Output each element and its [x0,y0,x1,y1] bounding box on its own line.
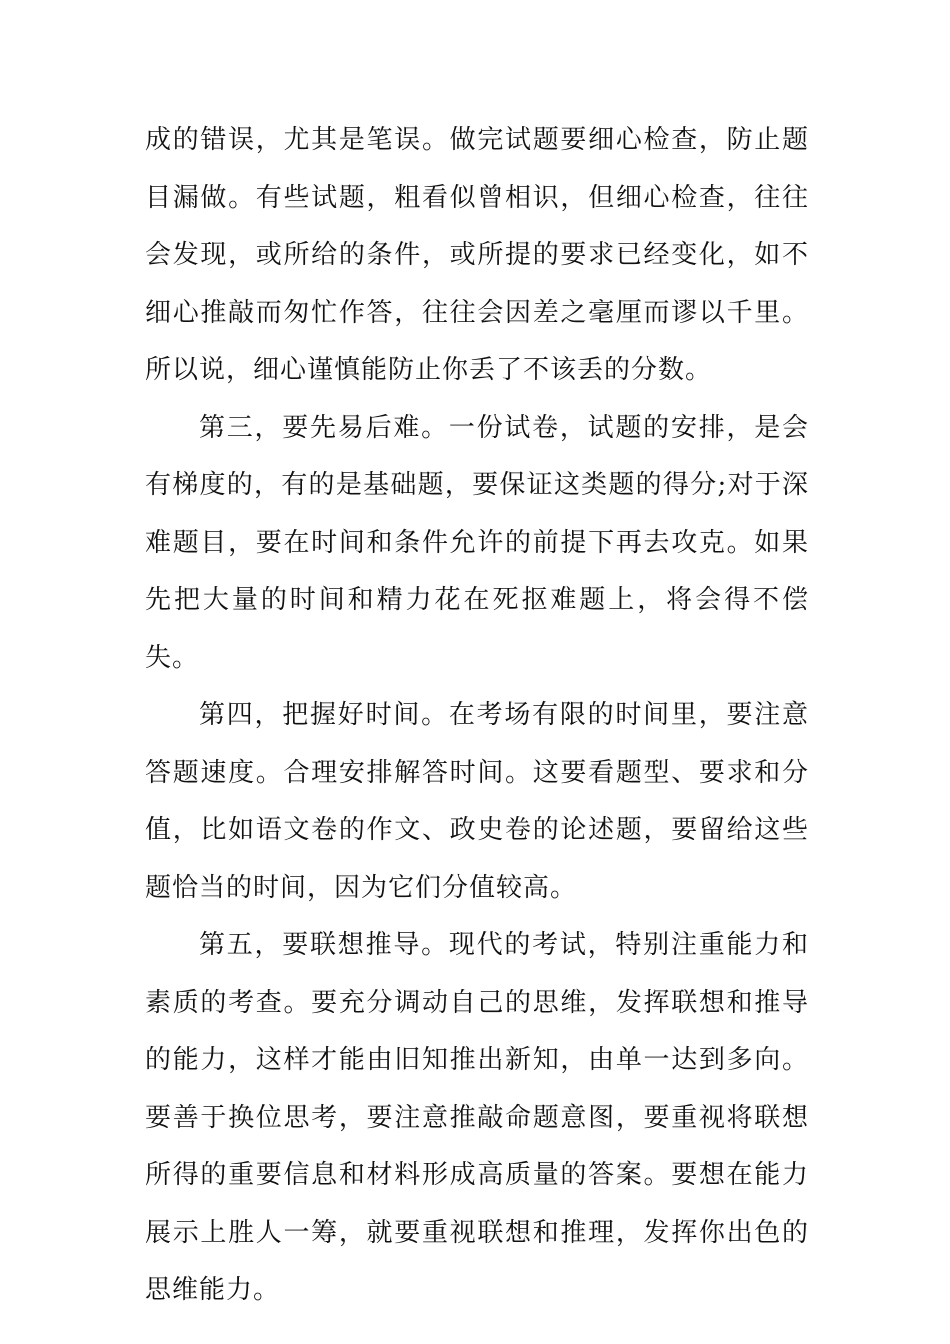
paragraph-fourth-point: 第四，把握好时间。在考场有限的时间里，要注意答题速度。合理安排解答时间。这要看题型、要求和分值，比如语文卷的作文、政史卷的论述题，要留给这些题恰当的时间，因为它们分值较高。 [145,700,809,903]
paragraph-fifth-point: 第五，要联想推导。现代的考试，特别注重能力和素质的考查。要充分调动自己的思维，发挥联想和推导的能力，这样才能由旧知推出新知，由单一达到多向。要善于换位思考，要注意推敲命题意图，要重视将联想所得的重要信息和材料形成高质量的答案。要想在能力展示上胜人一筹，就要重视联想和推理，发挥你出色的思维能力。 [145,930,809,1305]
paragraph-continuation: 成的错误，尤其是笔误。做完试题要细心检查，防止题目漏做。有些试题，粗看似曾相识，但细心检查，往往会发现，或所给的条件，或所提的要求已经变化，如不细心推敲而匆忙作答，往往会因差之毫厘而谬以千里。所以说，细心谨慎能防止你丢了不该丢的分数。 [145,125,809,385]
document-body [145,112,809,1320]
paragraph-third-point: 第三，要先易后难。一份试卷，试题的安排，是会有梯度的，有的是基础题，要保证这类题的得分;对于深难题目，要在时间和条件允许的前提下再去攻克。如果先把大量的时间和精力花在死抠难题上，将会得不偿失。 [145,412,809,673]
